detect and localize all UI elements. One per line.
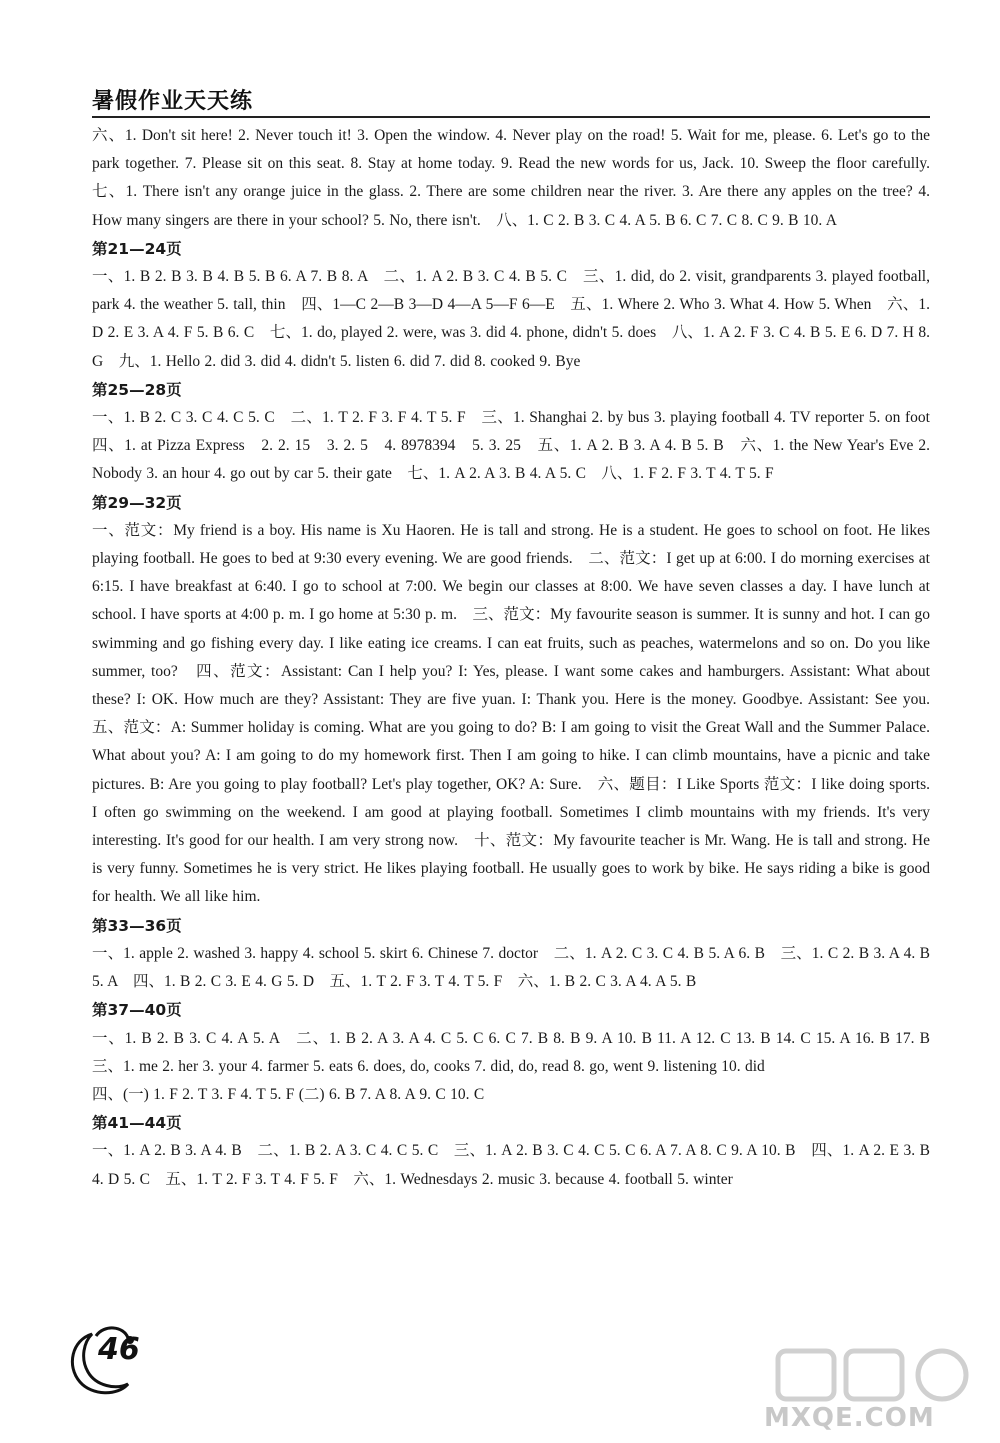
answer-paragraph: 一、1. B 2. B 3. B 4. B 5. B 6. A 7. B 8. A 二、1. A 2. B 3. C 4. B 5. C 三、1. did, do 2. visit, grandparents 3. played football, park 4. the weather 5. tall, thin 四、1—C 2—B 3—D 4—A 5—F 6—E 五、1. Where 2. Who 3. What 4. How 5. When 六、1. D 2. E 3. A 4. F 5. B 6. C 七、1. do, played 2. were, was 3. did 4. phone, didn't 5. does 八、1. A 2. F 3. C 4. B 5. E 6. D 7. H 8. G 九、1. Hello 2. did 3. did 4. didn't 5. listen 6. did 7. did 8. cooked 9. Bye — [92, 268, 930, 370]
answer-paragraph: 一、1. apple 2. washed 3. happy 4. school 5. skirt 6. Chinese 7. doctor 二、1. A 2. C 3. C 4. B 5. A 6. B 三、1. C 2. B 3. A 4. B 5. A 四、1. B 2. C 3. E 4. G 5. D 五、1. T 2. F 3. T 4. T 5. F 六、1. B 2. C 3. A 4. A 5. B — [92, 944, 930, 991]
section-heading: 第25—28页 — [92, 380, 182, 399]
answer-paragraph: 一、范文：My friend is a boy. His name is Xu Haoren. He is tall and strong. He is a student. He goes to school on foot. He likes playing football. He goes to bed at 9:30 every evening. We are good friends. 二、范文：I get up at 6:00. I do morning exercises at 6:15. I have breakfast at 6:40. I go to school at 7:00. We begin our classes at 8:00. We have seven classes a day. I have lunch at school. I have sports at 4:00 p. m. I go home at 5:30 p. m. 三、范文：My favourite season is summer. It is sunny and hot. I can go swimming and go fishing every day. I like eating ice creams. I can eat fruits, such as peaches, watermelons and so on. Do you like summer, too? 四、范文：Assistant: Can I help you? I: Yes, please. I want some cakes and hamburgers. Assistant: What about these? I: OK. How much are they? Assistant: They are five yuan. I: Thank you. Here is the money. Goodbye. Assistant: See you. 五、范文：A: Summer holiday is coming. What are you going to do? B: I am going to visit the Great Wall and the Summer Palace. What about you? A: I am going to do my homework first. Then I am going to hike. I can climb mountains, have a picnic and take pictures. B: Are you going to play football? Let's play together, OK? A: Sure. 六、题目：I Like Sports 范文：I like doing sports. I often go swimming on the weekend. I am good at playing football. Sometimes I climb mountains with my friends. It's very interesting. It's good for our health. I am very strong now. 十、范文：My favourite teacher is Mr. Wang. He is tall and strong. He is very funny. Sometimes he is very strict. He likes playing football. He usually goes to work by bike. He says riding a bike is good for health. We all like him. — [92, 521, 946, 906]
answer-paragraph: 一、1. A 2. B 3. A 4. B 二、1. B 2. A 3. C 4. C 5. C 三、1. A 2. B 3. C 4. C 5. C 6. A 7. A 8. C 9. A 10. B 四、1. A 2. E 3. B 4. D 5. C 五、1. T 2. F 3. T 4. F 5. F 六、1. Wednesdays 2. music 3. because 4. football 5. winter — [92, 1142, 930, 1188]
header-rule — [92, 116, 930, 118]
book-title: 暑假作业天天练 — [92, 89, 254, 114]
watermark-text: MXQE.COM — [764, 1403, 935, 1433]
section-heading: 第21—24页 — [92, 239, 182, 258]
section-heading: 第33—36页 — [92, 916, 182, 935]
watermark-logo-icon — [758, 1345, 988, 1405]
answer-paragraph: 一、1. B 2. B 3. C 4. A 5. A 二、1. B 2. A 3. A 4. C 5. C 6. C 7. B 8. B 9. A 10. B 11. A 12. C 13. B 14. C 15. A 16. B 17. B 三、1. me 2. her 3. your 4. farmer 5. eats 6. does, do, cooks 7. did, do, read 8. go, went 9. listening 10. did — [92, 1029, 946, 1075]
page-number: 46 — [98, 1332, 140, 1367]
section-heading: 第41—44页 — [92, 1114, 182, 1133]
section-heading: 第37—40页 — [92, 1001, 182, 1020]
answer-key-content — [92, 122, 946, 1194]
watermark — [758, 1345, 988, 1435]
page-number-badge — [62, 1322, 152, 1402]
answer-paragraph: 六、1. Don't sit here! 2. Never touch it! 3. Open the window. 4. Never play on the road! 5. Wait for me, please. 6. Let's go to the park together. 7. Please sit on this seat. 8. Stay at home today. 9. Read the new words for us, Jack. 10. Sweep the floor carefully. 七、1. There isn't any orange juice in the glass. 2. There are some children near the river. 3. Are there any apples on the tree? 4. How many singers are there in your school? 5. No, there isn't. 八、1. C 2. B 3. C 4. A 5. B 6. C 7. C 8. C 9. B 10. A — [92, 127, 946, 229]
answer-paragraph: 一、1. B 2. C 3. C 4. C 5. C 二、1. T 2. F 3. F 4. T 5. F 三、1. Shanghai 2. by bus 3. playing football 4. TV reporter 5. on foot 四、1. at Pizza Express 2. 2. 15 3. 2. 5 4. 8978394 5. 3. 25 五、1. A 2. B 3. A 4. B 5. B 六、1. the New Year's Eve 2. Nobody 3. an hour 4. go out by car 5. their gate 七、1. A 2. A 3. B 4. A 5. C 八、1. F 2. F 3. T 4. T 5. F — [92, 409, 946, 483]
section-heading: 第29—32页 — [92, 493, 182, 512]
answer-paragraph: 四、(一) 1. F 2. T 3. F 4. T 5. F (二) 6. B 7. A 8. A 9. C 10. C — [92, 1085, 485, 1103]
